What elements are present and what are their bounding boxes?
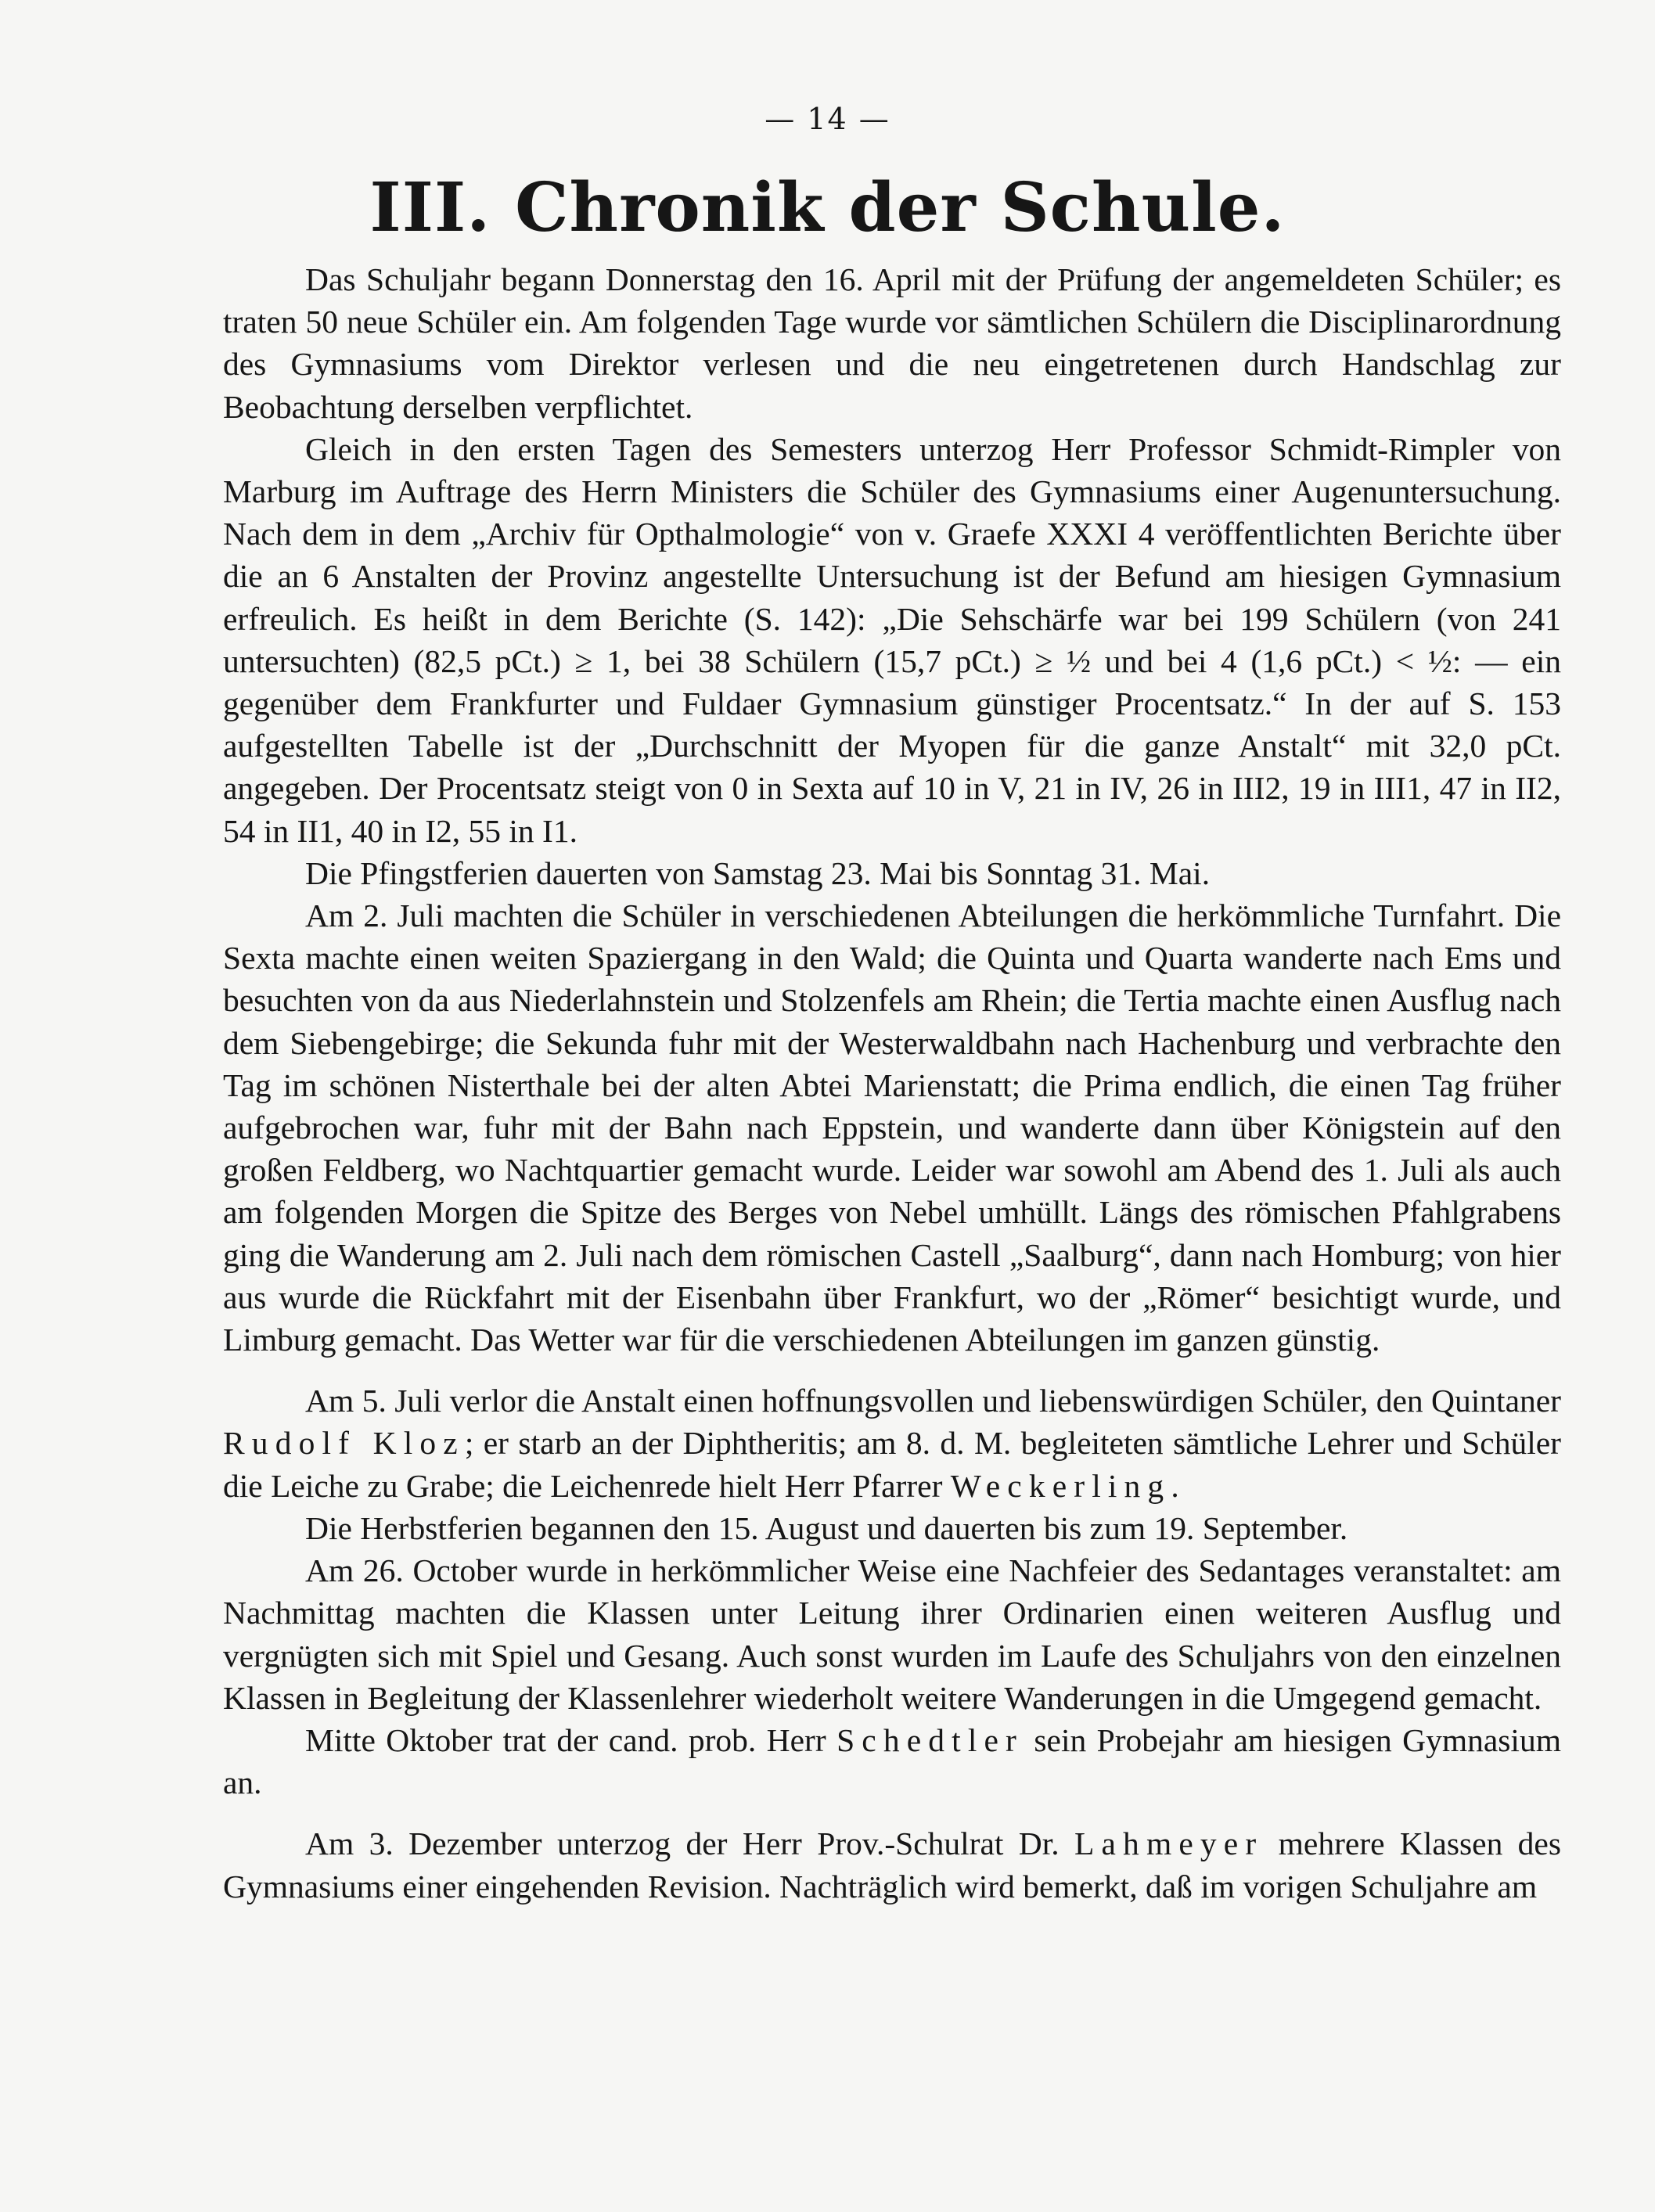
paragraph-eye-examination: Gleich in den ersten Tagen des Semesters unterzog Herr Professor Schmidt-Rimpler von Marburg im Auftrage des Herrn Ministers die Schüler des Gymnasiums einer Augenuntersuchung. Nach dem in dem „Archiv für Opthalmologie“ von v. Graefe XXXI 4 veröffentlichten Berichte über die an 6 Anstalten der Provinz angestellte Untersuchung ist der Befund am hiesigen Gymnasium erfreulich. Es heißt in dem Berichte (S. 142): „Die Sehschärfe war bei 199 Schülern (von 241 untersuchten) (82,5 pCt.) ≥ 1, bei 38 Schülern (15,7 pCt.) ≥ ½ und bei 4 (1,6 pCt.) < ½: — ein gegenüber dem Frankfurter und Fuldaer Gymnasium günstiger Procentsatz.“ In der auf S. 153 aufgestellten Tabelle ist der „Durchschnitt der Myopen für die ganze Anstalt“ mit 32,0 pCt. angegeben. Der Procentsatz steigt von 0 in Sexta auf 10 in V, 21 in IV, 26 in III2, 19 in III1, 47 in II2, 54 in II1, 40 in I2, 55 in I1.: [223, 430, 1561, 849]
paragraph-gymnastics-excursion: Am 2. Juli machten die Schüler in verschiedenen Abteilungen die herkömmliche Turnfahrt. Die Sexta machte einen weiten Spaziergang in den Wald; die Quinta und Quarta wanderte nach Ems und besuchten von da aus Niederlahnstein und Stolzenfels am Rhein; die Tertia machte einen Ausflug nach dem Siebengebirge; die Sekunda fuhr mit der Westerwaldbahn nach Hachenburg und verbrachte den Tag im schönen Nisterthale bei der alten Abtei Marienstatt; die Prima endlich, die einen Tag früher aufgebrochen war, fuhr mit der Bahn nach Eppstein, und wanderte dann über Königstein auf den großen Feldberg, wo Nachtquartier gemacht wurde. Leider war sowohl am Abend des 1. Juli als auch am folgenden Morgen die Spitze des Berges von Nebel umhüllt. Längs des römischen Pfahlgrabens ging die Wanderung am 2. Juli nach dem römischen Castell „Saalburg“, dann nach Homburg; von hier aus wurde die Rückfahrt mit der Eisenbahn über Frankfurt, wo der „Römer“ besichtigt wurde, und Limburg gemacht. Das Wetter war für die verschiedenen Abteilungen im ganzen günstig.: [223, 897, 1561, 1358]
paragraph-revision: Am 3. Dezember unterzog der Herr Prov.-Schulrat Dr. Lahmeyer mehrere Klassen des Gymnasiums einer eingehenden Revision. Nachträglich wird bemerkt, daß im vorigen Schuljahre am: [223, 1825, 1561, 1904]
paragraph-sedan-day: Am 26. October wurde in herkömmlicher Weise eine Nachfeier des Sedantages veranstaltet: am Nachmittag machten die Klassen unter Leitung ihrer Ordinarien einen weiteren Ausflug und vergnügten sich mit Spiel und Gesang. Auch sonst wurden im Laufe des Schuljahrs von den einzelnen Klassen in Begleitung der Klassenlehrer wiederholt weitere Wanderungen in die Umgegend gemacht.: [223, 1552, 1561, 1716]
body-text: [223, 258, 1561, 1908]
section-heading: III. Chronik der Schule.: [369, 168, 1286, 247]
paragraph-obituary: Am 5. Juli verlor die Anstalt einen hoffnungsvollen und liebenswürdigen Schüler, den Quintaner Rudolf Kloz; er starb an der Diphtheritis; am 8. d. M. begleiteten sämtliche Lehrer und Schüler die Leiche zu Grabe; die Leichenrede hielt Herr Pfarrer Weckerling.: [223, 1383, 1561, 1504]
paragraph-pentecost-holidays: Die Pfingstferien dauerten von Samstag 23. Mai bis Sonntag 31. Mai.: [305, 854, 1211, 891]
schulrat-name: Lahmeyer: [1074, 1825, 1264, 1862]
student-name: Rudolf Kloz: [223, 1425, 465, 1462]
paragraph-probation-year: Mitte Oktober trat der cand. prob. Herr Schedtler sein Probejahr am hiesigen Gymnasium an.: [223, 1721, 1561, 1801]
paragraph-autumn-holidays: Die Herbstferien begannen den 15. August und dauerten bis zum 19. September.: [305, 1509, 1348, 1546]
candidate-name: Schedtler: [836, 1721, 1024, 1758]
pastor-name: Weckerling: [950, 1467, 1171, 1504]
paragraph-school-year: Das Schuljahr begann Donnerstag den 16. April mit der Prüfung der angemeldeten Schüler; es traten 50 neue Schüler ein. Am folgenden Tage wurde vor sämtlichen Schülern die Disciplinarordnung des Gymnasiums vom Direktor verlesen und die neu eingetretenen durch Handschlag zur Beobachtung derselben verpflichtet.: [223, 261, 1561, 425]
page-number: — 14 —: [765, 102, 890, 136]
